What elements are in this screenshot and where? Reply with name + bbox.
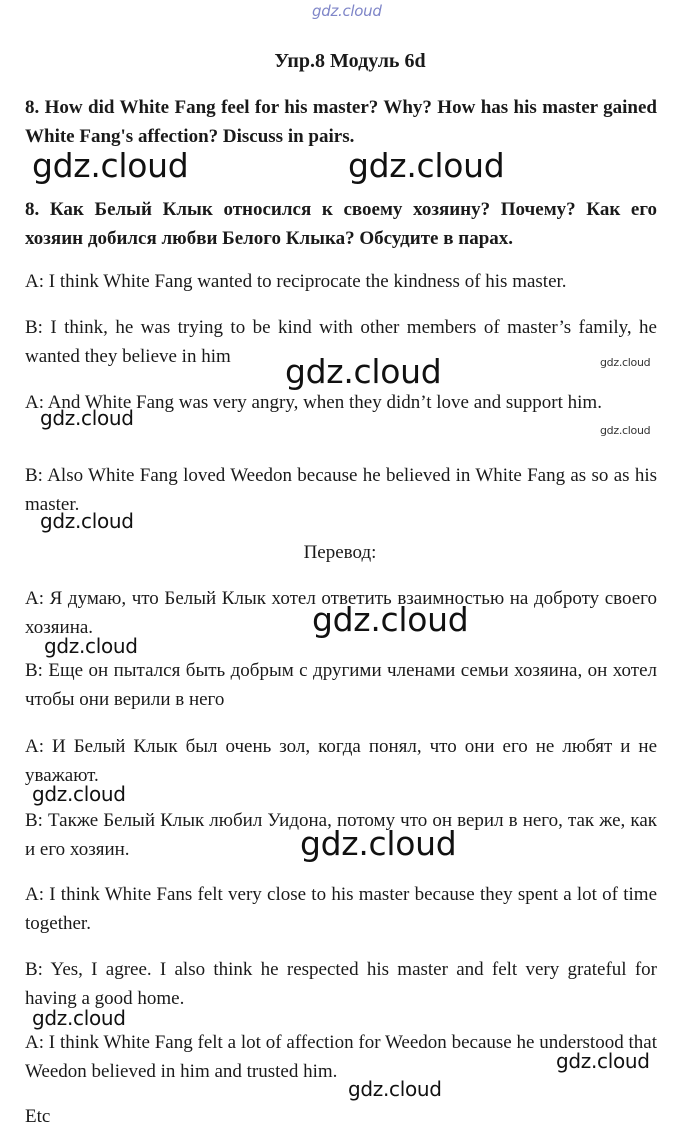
watermark: gdz.cloud <box>40 406 134 430</box>
translation-line-3: A: И Белый Клык был очень зол, когда понял, что они его не любят и не уважают. <box>25 736 657 786</box>
answer-line-1: A: I think White Fang wanted to reciprocate the kindness of his master. <box>25 271 567 292</box>
translation-line-1: A: Я думаю, что Белый Клык хотел ответить взаимностью на доброту своего хозяина. <box>25 588 657 638</box>
answer-line-3: A: And White Fang was very angry, when they didn’t love and support him. <box>25 392 602 413</box>
watermark: gdz.cloud <box>40 509 134 533</box>
task-russian: 8. Как Белый Клык относился к своему хозяину? Почему? Как его хозяин добился любви Белого Клыка? Обсудите в парах. <box>25 199 657 249</box>
translation-heading: Перевод: <box>303 542 377 563</box>
watermark: gdz.cloud <box>348 1077 442 1101</box>
dialogue-line-3: A: I think White Fang felt a lot of affection for Weedon because he understood that Weedon believed in him and trusted him. <box>25 1032 657 1082</box>
translation-line-2: B: Еще он пытался быть добрым с другими членами семьи хозяина, он хотел чтобы они верили в него <box>25 660 657 710</box>
watermark: gdz.cloud <box>556 1049 650 1073</box>
watermark: gdz.cloud <box>285 352 442 391</box>
watermark: gdz.cloud <box>300 824 457 863</box>
watermark: gdz.cloud <box>44 634 138 658</box>
answer-line-2: B: I think, he was trying to be kind with other members of master’s family, he wanted they believe in him <box>25 317 657 367</box>
watermark: gdz.cloud <box>312 600 469 639</box>
watermark: gdz.cloud <box>32 782 126 806</box>
watermark: gdz.cloud <box>600 424 651 437</box>
dialogue-line-2: B: Yes, I agree. I also think he respected his master and felt very grateful for having a good home. <box>25 959 657 1009</box>
site-header-watermark: gdz.cloud <box>312 2 382 20</box>
task-english: 8. How did White Fang feel for his master? Why? How has his master gained White Fang's affection? Discuss in pairs. <box>25 97 657 147</box>
watermark: gdz.cloud <box>600 356 651 369</box>
translation-line-4: B: Также Белый Клык любил Уидона, потому что он верил в него, так же, как и его хозяин. <box>25 810 657 860</box>
dialogue-line-1: A: I think White Fans felt very close to his master because they spent a lot of time together. <box>25 884 657 934</box>
closing-text: Etc <box>25 1106 51 1127</box>
answer-line-4: B: Also White Fang loved Weedon because he believed in White Fang as so as his master. <box>25 465 657 515</box>
watermark: gdz.cloud <box>348 146 505 185</box>
watermark: gdz.cloud <box>32 1006 126 1030</box>
page-title: Упр.8 Модуль 6d <box>274 50 426 72</box>
watermark: gdz.cloud <box>32 146 189 185</box>
